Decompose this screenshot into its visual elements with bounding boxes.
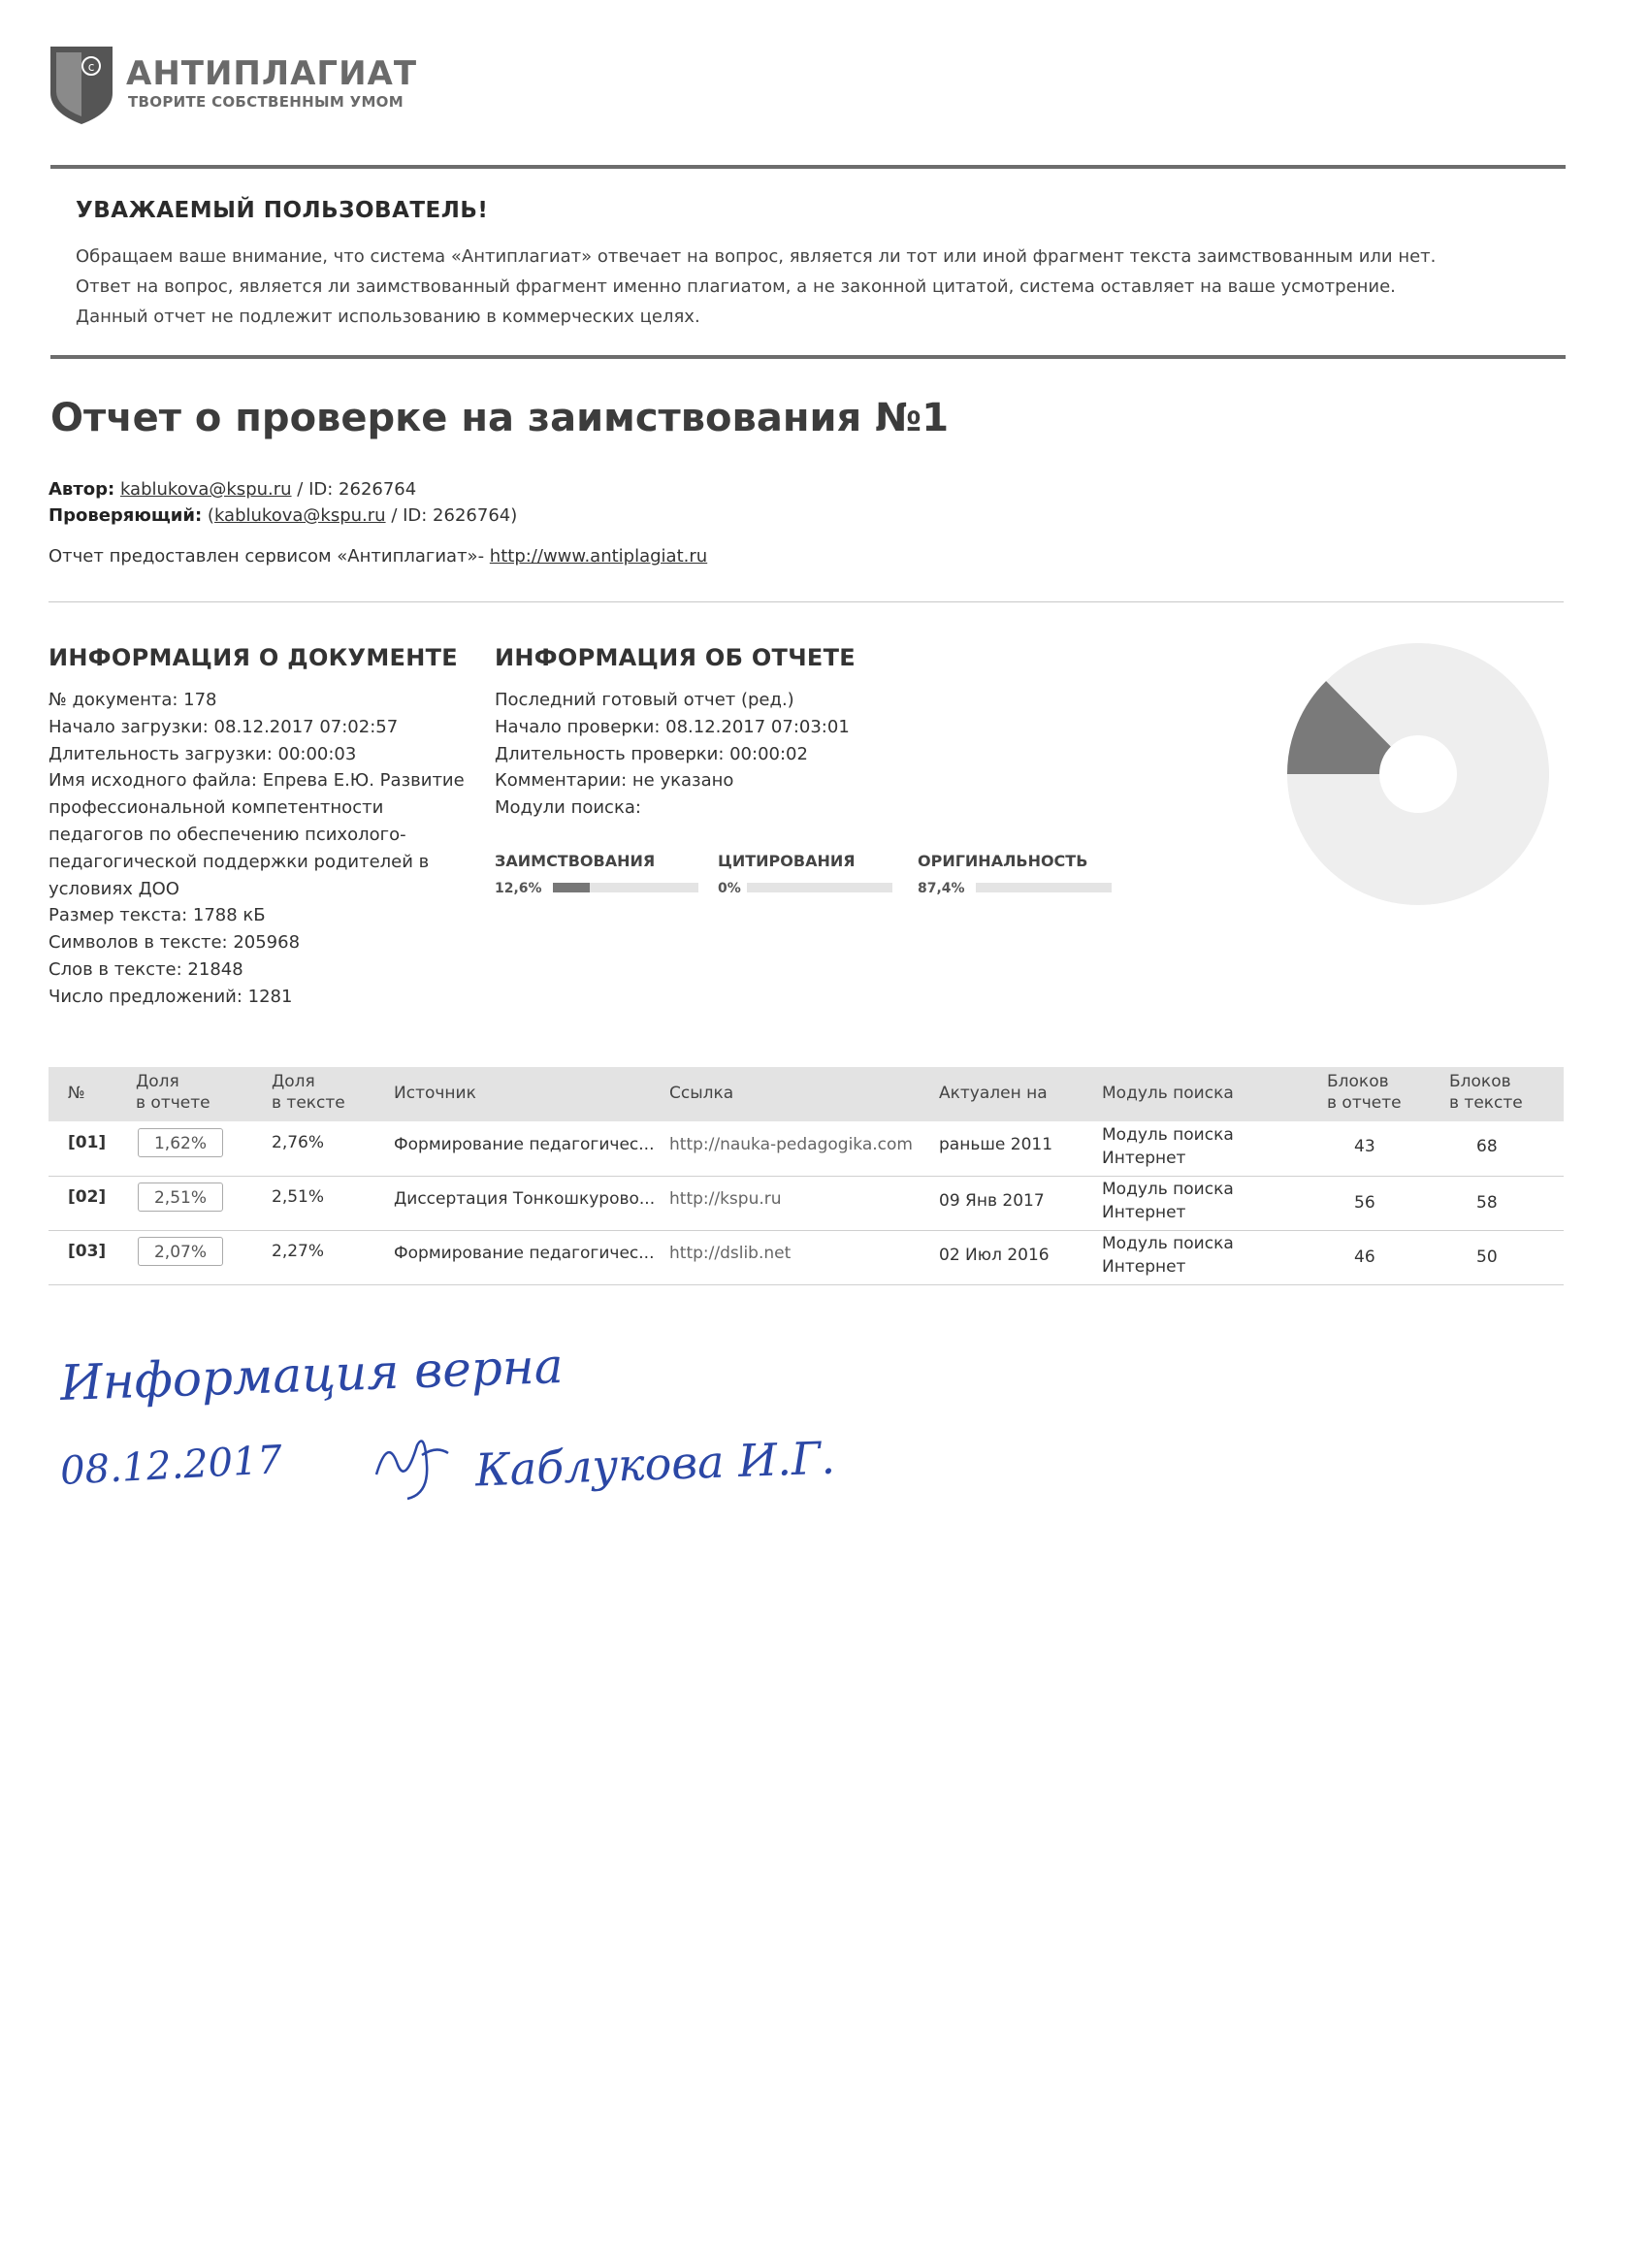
stat-borrowings-bar	[553, 883, 698, 892]
actual-cell: раньше 2011	[939, 1135, 1053, 1154]
th-blocks-text	[1449, 1071, 1523, 1114]
row-index: [03]	[68, 1242, 107, 1261]
source-cell[interactable]: Формирование педагогичес...	[394, 1244, 655, 1263]
doc-info-line: педагогической поддержки родителей в	[48, 851, 430, 872]
notice-line: Ответ на вопрос, является ли заимствованный фрагмент именно плагиатом, а не законной цитатой, система оставляет на ваше усмотрение.	[76, 276, 1396, 297]
doc-info-line: профессиональной компетентности	[48, 797, 384, 819]
report-info-line: Начало проверки: 08.12.2017 07:03:01	[495, 716, 850, 737]
th-blocks-report-line: Блоков	[1327, 1072, 1389, 1091]
author-label: Автор:	[48, 479, 115, 500]
stat-originality-label: ОРИГИНАЛЬНОСТЬ	[918, 852, 1088, 870]
blocks-report-cell: 56	[1354, 1193, 1375, 1213]
row-index: [01]	[68, 1133, 107, 1152]
doc-info-line: Начало загрузки: 08.12.2017 07:02:57	[48, 716, 399, 737]
report-title: Отчет о проверке на заимствования №1	[50, 396, 950, 440]
blocks-text-cell: 58	[1476, 1193, 1498, 1213]
notice-divider	[50, 355, 1566, 359]
blocks-report-cell: 43	[1354, 1137, 1375, 1156]
row-divider	[48, 1284, 1564, 1285]
doc-info-line: № документа: 178	[48, 690, 217, 710]
doc-info-line: Размер текста: 1788 кБ	[48, 905, 266, 926]
checker-label: Проверяющий:	[48, 505, 203, 526]
author-email-link[interactable]: kablukova@kspu.ru	[119, 479, 292, 500]
notice-line: Данный отчет не подлежит использованию в коммерческих целях.	[76, 307, 700, 327]
checker-email-link[interactable]: kablukova@kspu.ru	[213, 505, 386, 526]
link-cell[interactable]: http://nauka-pedagogika.com	[669, 1135, 913, 1154]
logo-title: АНТИПЛАГИАТ	[126, 54, 418, 93]
doc-info-line: педагогов по обеспечению психолого-	[48, 824, 406, 845]
source-cell[interactable]: Формирование педагогичес...	[394, 1135, 655, 1154]
module-cell: Модуль поиска Интернет	[1102, 1234, 1234, 1277]
stat-originality-fill	[976, 883, 1112, 892]
th-blocks-report-line: в отчете	[1327, 1093, 1402, 1113]
th-share-report-line: Доля	[136, 1072, 179, 1091]
handwritten-name: Каблукова И.Г.	[474, 1431, 836, 1497]
report-info-heading: ИНФОРМАЦИЯ ОБ ОТЧЕТЕ	[495, 644, 856, 671]
row-index: [02]	[68, 1187, 107, 1207]
report-info-line: Комментарии: не указано	[495, 770, 734, 792]
copyright-shield-icon	[47, 43, 116, 126]
link-cell[interactable]: http://dslib.net	[669, 1244, 792, 1263]
stat-originality-value: 87,4%	[918, 881, 965, 896]
row-divider	[48, 1230, 1564, 1231]
notice-line: Обращаем ваше внимание, что система «Антиплагиат» отвечает на вопрос, является ли тот или иной фрагмент текста заимствованным или нет.	[76, 246, 1437, 267]
signature-mark	[369, 1426, 456, 1504]
report-info-line: Длительность проверки: 00:00:02	[495, 743, 808, 764]
actual-cell: 02 Июл 2016	[939, 1246, 1050, 1265]
actual-cell: 09 Янв 2017	[939, 1191, 1045, 1211]
th-blocks-text-line: в тексте	[1449, 1093, 1523, 1113]
stat-citations-label: ЦИТИРОВАНИЯ	[718, 852, 856, 870]
author-line	[48, 479, 416, 500]
stat-citations-value: 0%	[718, 881, 741, 896]
share-text-cell: 2,51%	[272, 1187, 325, 1207]
checker-id: / ID: 2626764)	[391, 505, 518, 526]
doc-info-line: Имя исходного файла: Епрева Е.Ю. Развитие	[48, 770, 465, 792]
report-info-list	[495, 687, 850, 822]
svg-text:c: c	[87, 60, 95, 74]
source-cell[interactable]: Диссертация Тонкошкурово...	[394, 1189, 656, 1209]
doc-info-list	[48, 687, 465, 1011]
share-report-box[interactable]: 2,07%	[138, 1237, 223, 1266]
stat-citations-bar	[747, 883, 892, 892]
checker-line	[48, 505, 517, 526]
notice-title: УВАЖАЕМЫЙ ПОЛЬЗОВАТЕЛЬ!	[76, 198, 489, 223]
stat-originality-bar	[976, 883, 1112, 892]
logo-slogan: ТВОРИТЕ СОБСТВЕННЫМ УМОМ	[128, 93, 404, 111]
blocks-report-cell: 46	[1354, 1247, 1375, 1267]
pie-center-hole	[1379, 735, 1457, 813]
th-actual: Актуален на	[939, 1084, 1048, 1103]
stat-borrowings-fill	[553, 883, 590, 892]
th-share-text	[272, 1071, 345, 1114]
th-num: №	[68, 1084, 85, 1103]
link-cell[interactable]: http://kspu.ru	[669, 1189, 782, 1209]
th-source: Источник	[394, 1084, 476, 1103]
th-blocks-report	[1327, 1071, 1402, 1114]
doc-info-heading: ИНФОРМАЦИЯ О ДОКУМЕНТЕ	[48, 644, 458, 671]
checker-open-paren: (	[207, 505, 214, 526]
report-info-line: Модули поиска:	[495, 797, 641, 819]
blocks-text-cell: 68	[1476, 1137, 1498, 1156]
meta-divider	[48, 601, 1564, 602]
th-link: Ссылка	[669, 1084, 734, 1103]
handwritten-date: 08.12.2017	[58, 1438, 284, 1494]
doc-info-line: Символов в тексте: 205968	[48, 932, 301, 954]
originality-pie-chart	[1282, 638, 1554, 910]
doc-info-line: условиях ДОО	[48, 878, 179, 899]
doc-info-line: Число предложений: 1281	[48, 986, 293, 1007]
share-text-cell: 2,27%	[272, 1242, 325, 1261]
author-id: / ID: 2626764	[297, 479, 417, 500]
th-share-text-line: в тексте	[272, 1093, 345, 1113]
th-share-text-line: Доля	[272, 1072, 315, 1091]
stat-borrowings-value: 12,6%	[495, 881, 542, 896]
th-blocks-text-line: Блоков	[1449, 1072, 1511, 1091]
antiplagiat-url-link[interactable]: http://www.antiplagiat.ru	[489, 546, 708, 567]
th-share-report-line: в отчете	[136, 1093, 210, 1113]
row-divider	[48, 1176, 1564, 1177]
share-report-box[interactable]: 2,51%	[138, 1183, 223, 1212]
provided-by-text: Отчет предоставлен сервисом «Антиплагиат»-	[48, 546, 485, 567]
stat-borrowings-label: ЗАИМСТВОВАНИЯ	[495, 852, 656, 870]
top-divider	[50, 165, 1566, 169]
doc-info-line: Слов в тексте: 21848	[48, 958, 243, 980]
module-cell: Модуль поиска Интернет	[1102, 1180, 1234, 1222]
share-text-cell: 2,76%	[272, 1133, 325, 1152]
th-share-report	[136, 1071, 210, 1114]
share-report-box[interactable]: 1,62%	[138, 1128, 223, 1157]
th-module: Модуль поиска	[1102, 1084, 1234, 1103]
module-cell: Модуль поиска Интернет	[1102, 1125, 1234, 1168]
provided-by-line	[48, 546, 707, 567]
report-info-line: Последний готовый отчет (ред.)	[495, 690, 794, 710]
doc-info-line: Длительность загрузки: 00:00:03	[48, 743, 357, 764]
handwritten-confirmation: Информация верна	[59, 1337, 565, 1412]
blocks-text-cell: 50	[1476, 1247, 1498, 1267]
